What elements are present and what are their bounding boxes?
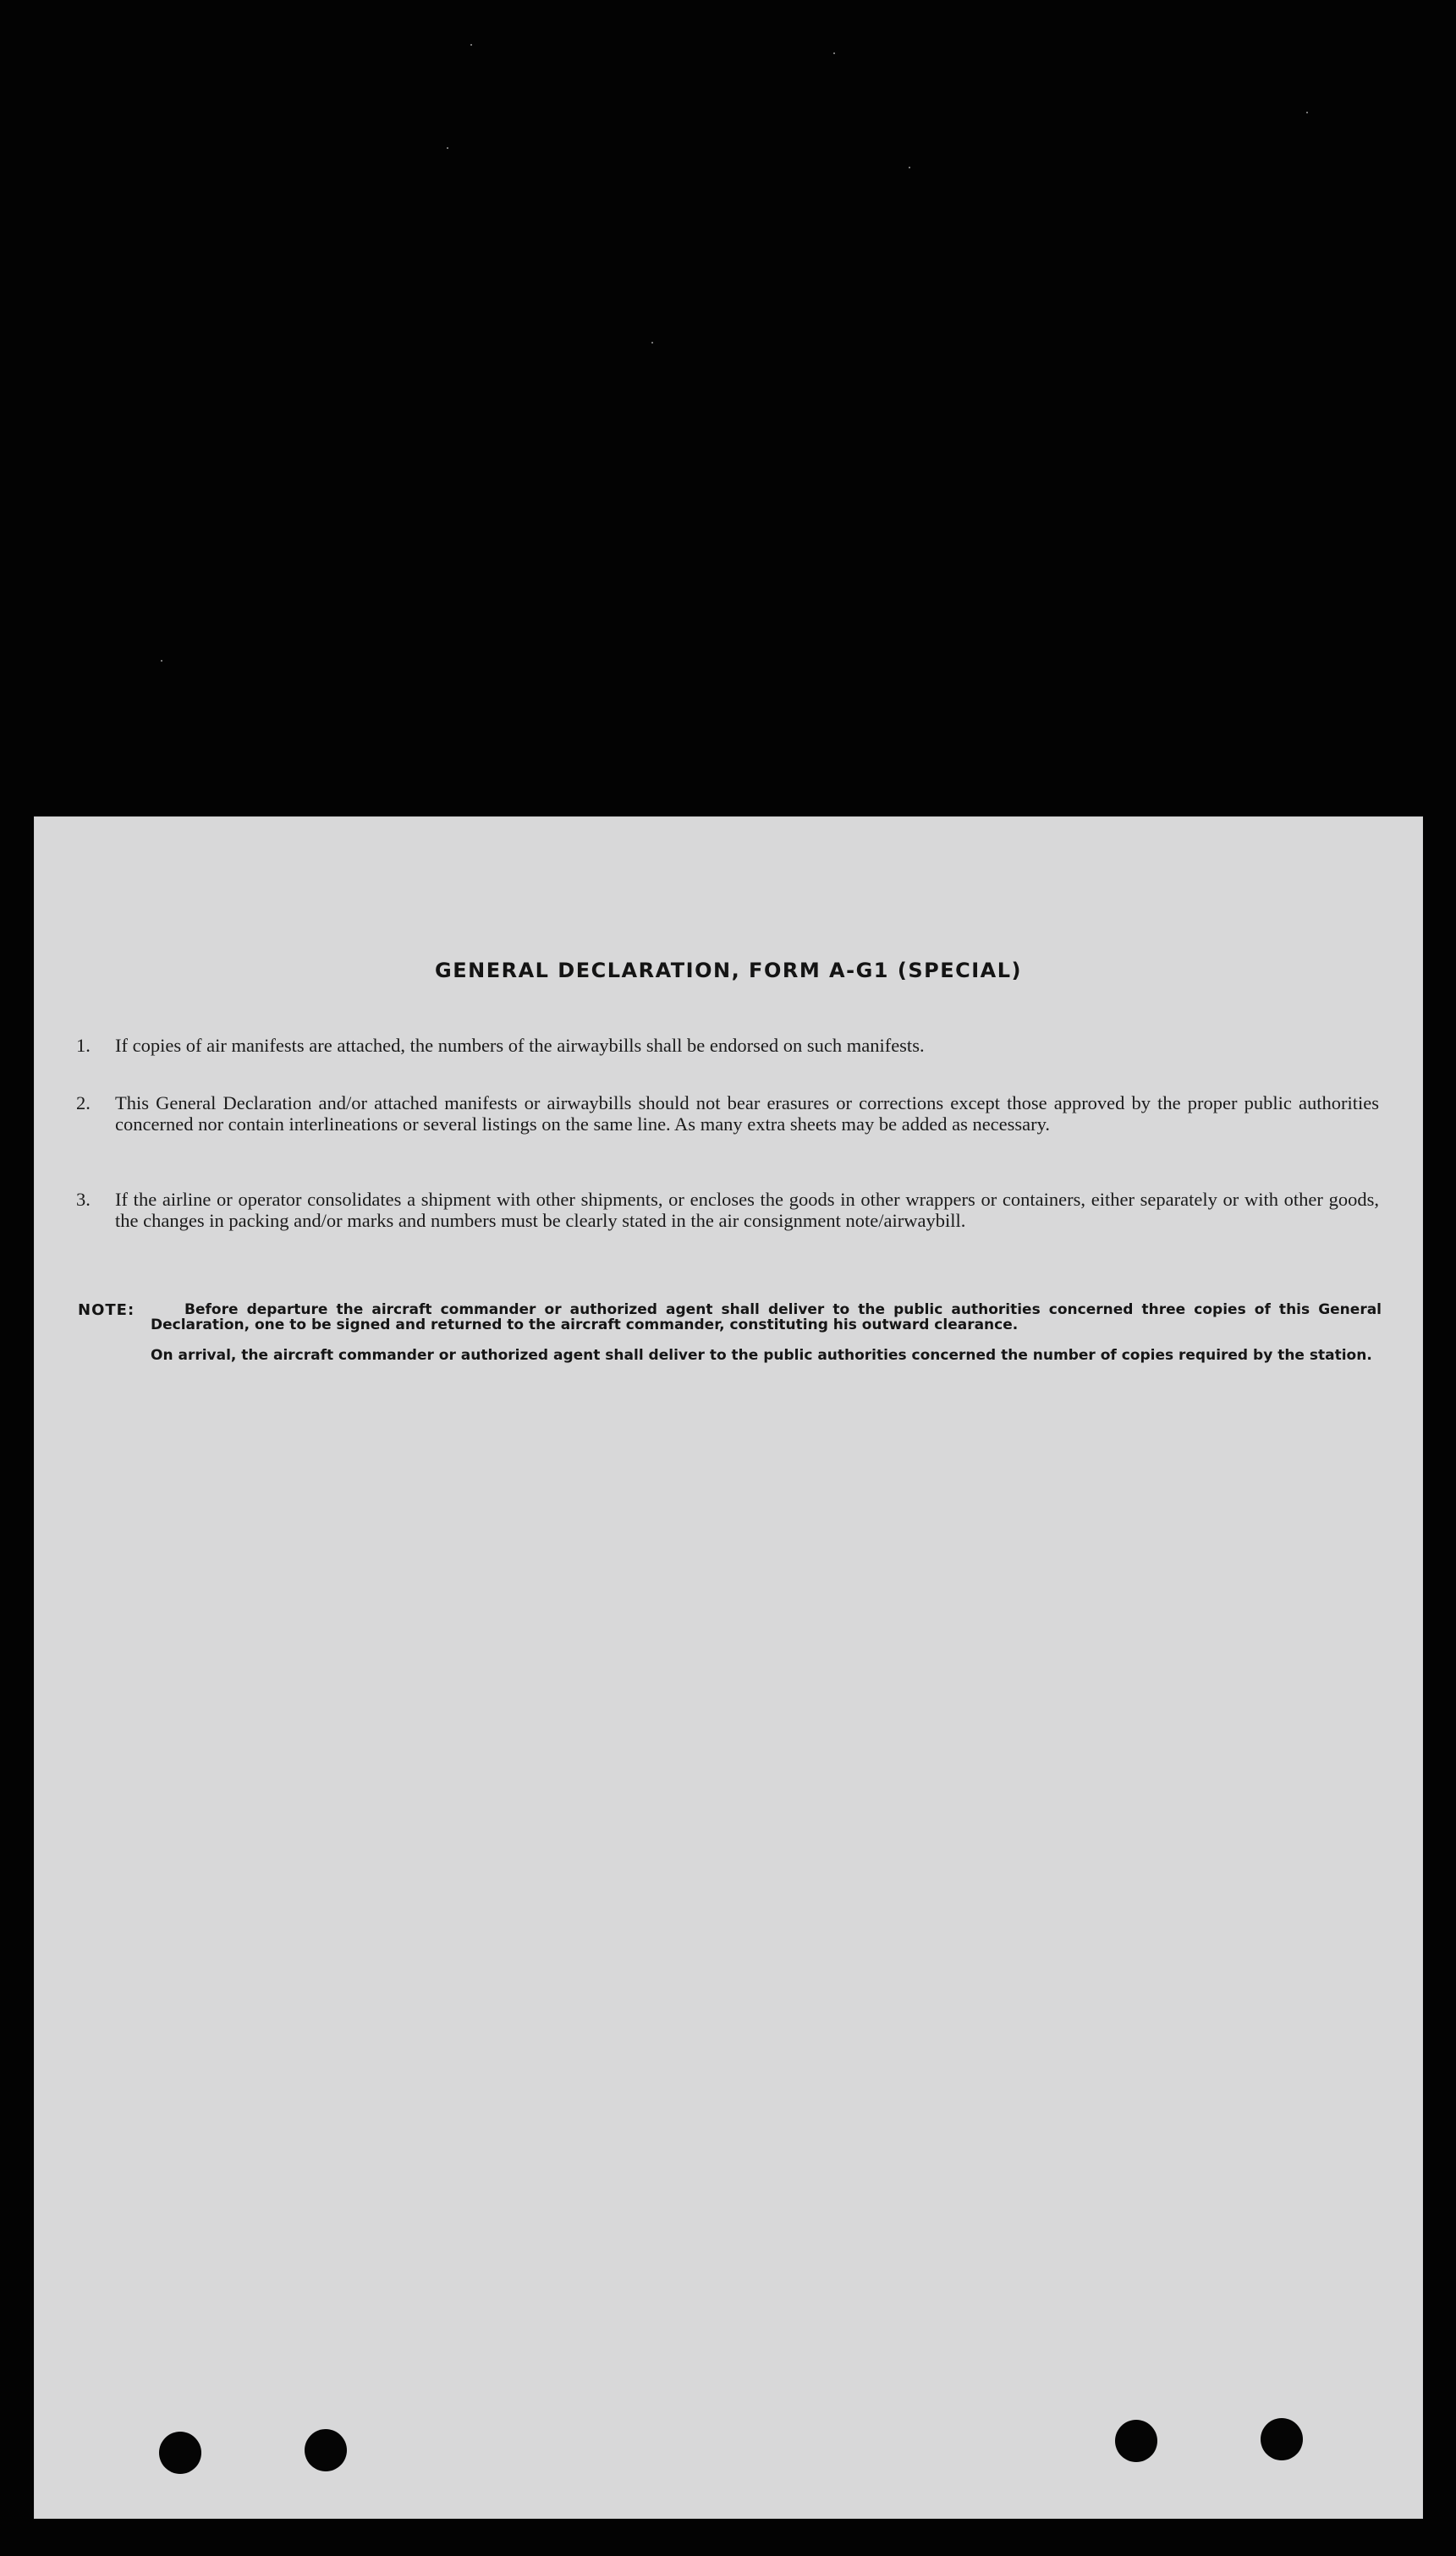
dust-speck (470, 44, 472, 46)
dust-speck (447, 147, 448, 149)
note-paragraph-arrival: On arrival, the aircraft commander or authorized agent shall deliver to the public authorities concerned the number of copies required by the station. (151, 1347, 1372, 1364)
item-text: If the airline or operator consolidates a shipment with other shipments, or encloses the goods in other wrappers or containers, either separately or with other goods, the changes in packing and/or marks and numbers must be clearly stated in the air consignment note/airwaybill. (115, 1189, 1379, 1231)
punch-hole (1115, 2420, 1157, 2462)
punch-hole (305, 2429, 347, 2471)
dust-speck (1306, 112, 1308, 113)
item-text: This General Declaration and/or attached manifests or airwaybills should not bear erasures or corrections except those approved by the proper public authorities concerned nor contain interlineations or several listings on the same line. As many extra sheets may be added as necessary. (115, 1092, 1379, 1135)
form-title: GENERAL DECLARATION, FORM A-G1 (SPECIAL) (435, 959, 1022, 982)
item-number: 3. (76, 1189, 91, 1210)
instruction-item (76, 1092, 1379, 1135)
instruction-item (76, 1035, 1379, 1056)
item-number: 1. (76, 1035, 91, 1056)
dust-speck (651, 342, 653, 344)
dust-speck (161, 660, 162, 662)
note-label: NOTE: (78, 1301, 135, 1319)
instruction-item (76, 1189, 1379, 1231)
declaration-sheet (34, 816, 1423, 2519)
punch-hole (159, 2432, 201, 2474)
item-text: If copies of air manifests are attached, the numbers of the airwaybills shall be endorsed on such manifests. (115, 1035, 925, 1056)
dust-speck (909, 167, 910, 168)
note-paragraph-departure: Before departure the aircraft commander or authorized agent shall deliver to the public authorities concerned three copies of this General Declaration, one to be signed and returned to the aircraft commander, constituting his outward clearance. (151, 1301, 1382, 1333)
item-number: 2. (76, 1092, 91, 1113)
punch-hole (1261, 2418, 1303, 2460)
dust-speck (833, 52, 835, 54)
